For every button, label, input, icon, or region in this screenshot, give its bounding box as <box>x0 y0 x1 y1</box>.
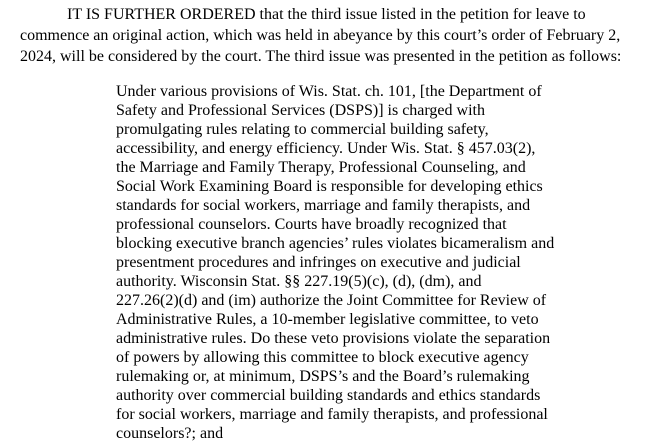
quote-line-5: the Marriage and Family Therapy, Professional Counseling, and <box>116 159 526 176</box>
quote-line-12: 227.26(2)(d) and (im) authorize the Joint Committee for Review of <box>116 292 547 309</box>
quote-line-3: promulgating rules relating to commercial building safety, <box>116 121 489 138</box>
quote-line-19: counselors?; and <box>116 425 224 442</box>
quote-line-17: authority over commercial building standards and ethics standards <box>116 387 541 404</box>
quote-line-4: accessibility, and energy efficiency. Under Wis. Stat. § 457.03(2), <box>116 140 536 157</box>
quote-line-8: professional counselors. Courts have broadly recognized that <box>116 216 507 233</box>
order-line-3: 2024, will be considered by the court. The third issue was presented in the petition as follows: <box>20 48 622 65</box>
quote-line-7: standards for social workers, marriage and family therapists, and <box>116 197 531 214</box>
quote-line-15: of powers by allowing this committee to block executive agency <box>116 349 529 366</box>
quote-line-1: Under various provisions of Wis. Stat. ch. 101, [the Department of <box>116 83 542 100</box>
quote-line-6: Social Work Examining Board is responsible for developing ethics <box>116 178 543 195</box>
order-line-2: commence an original action, which was held in abeyance by this court’s order of February 2, <box>20 27 621 44</box>
quote-line-9: blocking executive branch agencies’ rules violates bicameralism and <box>116 235 555 252</box>
quote-line-11: authority. Wisconsin Stat. §§ 227.19(5)(c), (d), (dm), and <box>116 273 482 290</box>
quote-line-14: administrative rules. Do these veto provisions violate the separation <box>116 330 551 347</box>
order-line-1: IT IS FURTHER ORDERED that the third issue listed in the petition for leave to <box>67 6 586 23</box>
quote-line-16: rulemaking or, at minimum, DSPS’s and the Board’s rulemaking <box>116 368 530 385</box>
quote-line-18: for social workers, marriage and family therapists, and professional <box>116 406 548 423</box>
quote-line-10: presentment procedures and infringes on executive and judicial <box>116 254 521 271</box>
quote-line-2: Safety and Professional Services (DSPS)] is charged with <box>116 102 485 119</box>
quote-line-13: Administrative Rules, a 10-member legislative committee, to veto <box>116 311 539 328</box>
